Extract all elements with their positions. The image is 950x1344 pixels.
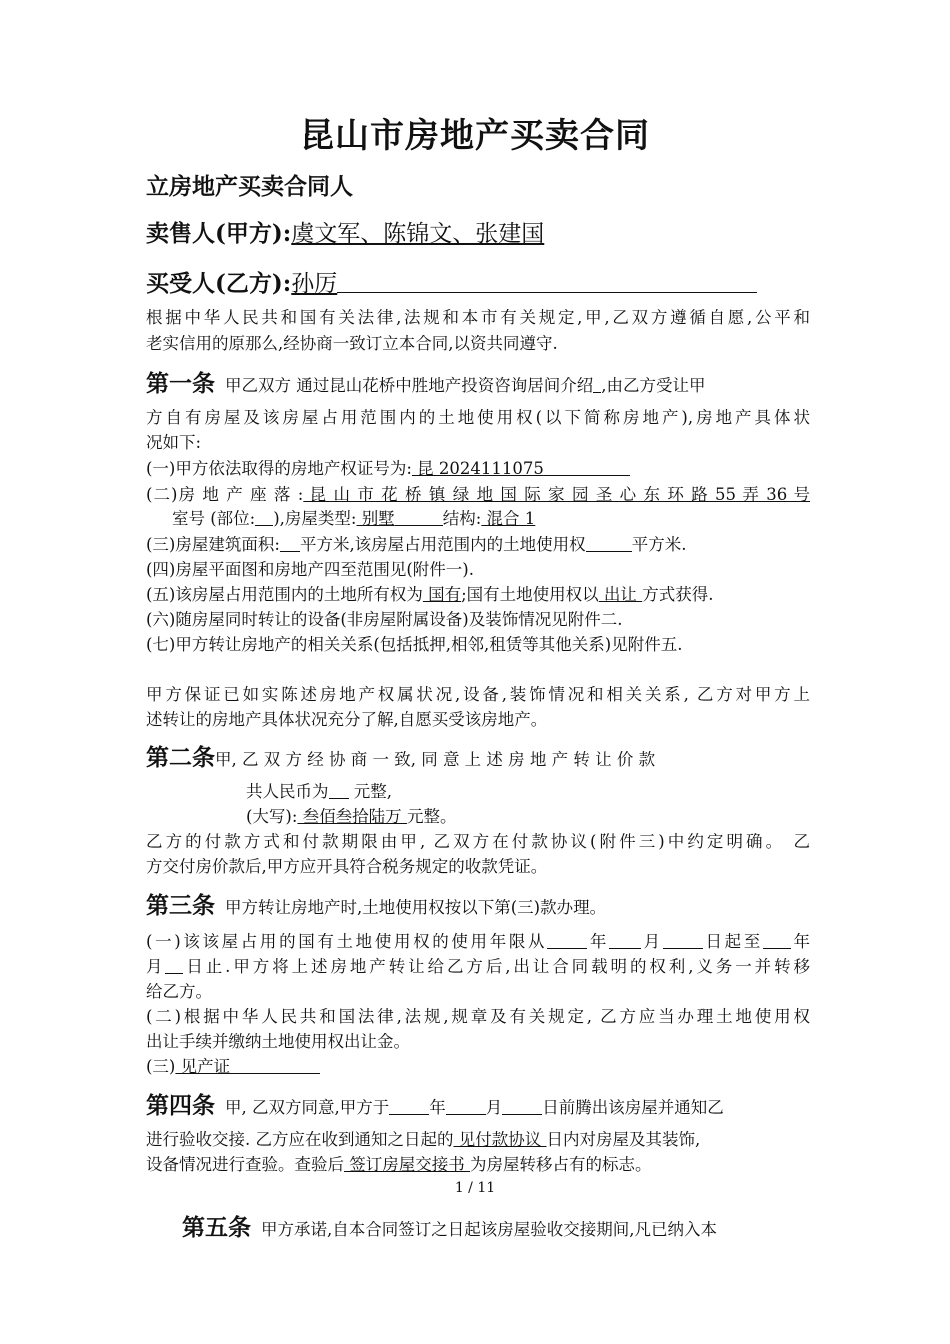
article1-line-1: 第一条 甲乙双方 通过昆山花桥中胜地产投资咨询居间介绍 ,由乙方受让甲 (146, 370, 706, 397)
guarantee-line-2: 述转让的房地产具体状况充分了解,自愿买受该房地产。 (146, 710, 548, 729)
article1-label: 第一条 (146, 370, 215, 397)
article3-para2-line-2: 出让手续并缴纳土地使用权出让金。 (146, 1032, 410, 1051)
article1-item-1: (一)甲方依法取得的房地产权证号为: 昆 2024111075 (146, 456, 810, 482)
article1-item-5: (五)该房屋占用范围内的土地所有权为 国有;国有土地使用权以 出让 方式获得. (146, 585, 714, 604)
article3-line-1: 第三条 甲方转让房地产时,土地使用权按以下第(三)款办理。 (146, 892, 607, 919)
article5-line-1: 第五条 甲方承诺,自本合同签订之日起该房屋验收交接期间,凡已纳入本 (182, 1214, 717, 1241)
article2-line-5: 方交付房价款后,甲方应开具符合税务规定的收款凭证。 (146, 857, 548, 876)
price-in-words: 叁佰叁拾陆万 (297, 807, 407, 826)
article1-item-4: (四)房屋平面图和房地产四至范围见(附件一). (146, 560, 474, 579)
article1-item-6: (六)随房屋同时转让的设备(非房屋附属设备)及装饰情况见附件二. (146, 610, 623, 629)
page-number: 1 / 11 (454, 1180, 496, 1196)
handover-document: 签订房屋交接书 (344, 1155, 470, 1174)
article3-label: 第三条 (146, 892, 215, 919)
inspection-days: 见付款协议 (453, 1130, 547, 1149)
seller-value: 虞文军、陈锦文、张建国 (291, 221, 545, 247)
article1-item-3: (三)房屋建筑面积: 平方米,该房屋占用范围内的土地使用权 平方米. (146, 535, 687, 554)
article2-label: 第二条 (146, 744, 215, 771)
article1-item-2b: 室号 (部位: ),房屋类型: 别墅 结构: 混合 1 (172, 509, 536, 528)
buyer-underline (337, 276, 757, 293)
article4-label: 第四条 (146, 1092, 215, 1119)
buyer-label: 买受人(乙方): (146, 270, 292, 297)
buyer-value: 孙厉 (291, 271, 338, 297)
article1-line-3: 况如下: (146, 433, 202, 452)
seller-line (146, 215, 544, 248)
article2-line-3: (大写): 叁佰叁拾陆万 元整。 (246, 807, 457, 826)
seller-label: 卖售人(甲方): (146, 220, 292, 247)
intro-line-2: 老实信用的原那么,经协商一致订立本合同,以资共同遵守. (146, 334, 558, 353)
article2-line-4: 乙方的付款方式和付款期限由甲, 乙双方在付款协议(附件三)中约定明确。 乙 (146, 832, 810, 851)
article1-line-2: 方自有房屋及该房屋占用范围内的土地使用权(以下简称房地产),房地产具体状 (146, 408, 810, 427)
article5-label: 第五条 (182, 1214, 251, 1241)
article4-line-3: 设备情况进行查验。查验后 签订房屋交接书 为房屋转移占有的标志。 (146, 1155, 652, 1174)
house-type: 别墅 (356, 509, 395, 528)
article3-para1-line-2: 月 日止.甲方将上述房地产转让给乙方后,出让合同载明的权利,义务一并转移 (146, 957, 810, 976)
intro-line-1: 根据中华人民共和国有关法律,法规和本市有关规定,甲,乙双方遵循自愿,公平和 (146, 308, 810, 327)
article3-para1-line-1: (一)该该屋占用的国有土地使用权的使用年限从 年 月 日起至 年 (146, 932, 810, 951)
property-address: 昆 山 市 花 桥 镇 绿 地 国 际 家 园 圣 心 东 环 路 55 弄 36 号 (303, 485, 810, 504)
article3-para3: (三) 见产证 (146, 1054, 810, 1080)
article2-line-2: 共人民币为 元整, (246, 782, 392, 801)
guarantee-line-1: 甲方保证已如实陈述房地产权属状况,设备,装饰情况和相关关系, 乙方对甲方上 (146, 685, 810, 704)
article4-line-1: 第四条 甲, 乙双方同意,甲方于 年 月 日前腾出该房屋并通知乙 (146, 1092, 724, 1119)
article3-para1-line-3: 给乙方。 (146, 982, 212, 1001)
land-use-method: 出让 (598, 585, 643, 604)
structure-type: 混合 1 (481, 509, 536, 528)
article3-para2-line-1: (二)根据中华人民共和国法律,法规,规章及有关规定, 乙方应当办理土地使用权 (146, 1007, 810, 1026)
certificate-number: 昆 2024111075 (411, 459, 544, 478)
article4-line-2: 进行验收交接. 乙方应在收到通知之日起的 见付款协议 日内对房屋及其装饰, (146, 1130, 701, 1149)
parties-heading: 立房地产买卖合同人 (146, 173, 353, 200)
document-title: 昆山市房地产买卖合同 (300, 116, 650, 156)
land-ownership: 国有 (422, 585, 462, 604)
article1-item-7: (七)甲方转让房地产的相关关系(包括抵押,相邻,租赁等其他关系)见附件五. (146, 635, 683, 654)
article1-item-2: (二)房 地 产 座 落 : 昆 山 市 花 桥 镇 绿 地 国 际 家 园 圣 心 东 环 路 55 弄 36 号 (146, 485, 810, 504)
article2-line-1: 第二条甲, 乙 双 方 经 协 商 一 致, 同 意 上 述 房 地 产 转 让 价 款 (146, 744, 656, 771)
land-use-reference: 见产证 (175, 1057, 231, 1076)
buyer-line (146, 265, 757, 298)
